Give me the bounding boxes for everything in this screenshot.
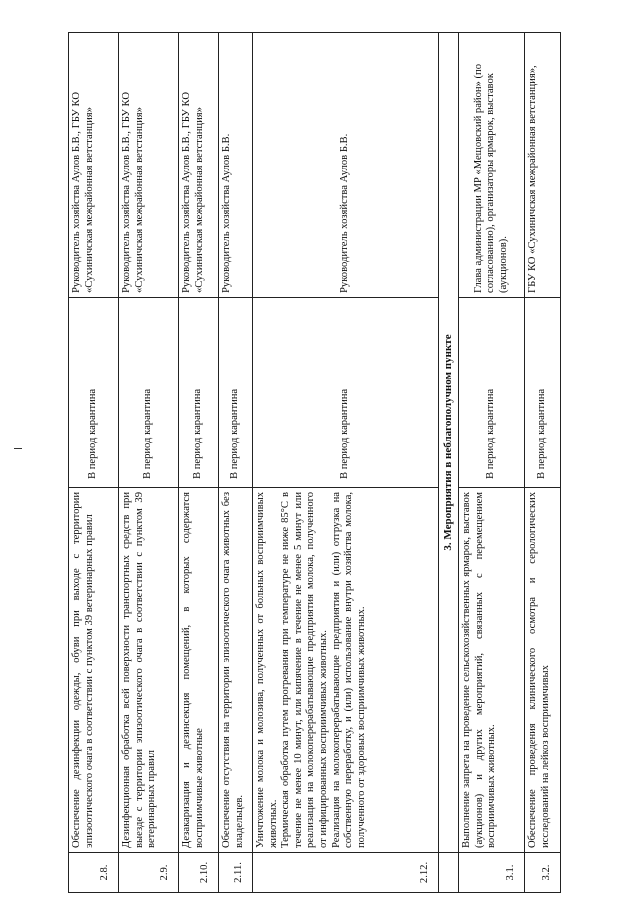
- measure-paragraph-1: Уничтожение молока и молозива, полученных от больных восприимчивых животных.: [255, 492, 279, 848]
- responsible-text: Руководитель хозяйства Аулов Б.В.: [253, 33, 439, 298]
- term-text: В период карантина: [253, 298, 439, 488]
- responsible-text: Глава администрации МР «Мещовский район» (по согласованию), организаторы ярмарок, выставок (аукционов).: [459, 33, 525, 298]
- table-row: [253, 33, 439, 893]
- table-row: [459, 33, 525, 893]
- term-text: В период карантина: [525, 298, 561, 488]
- measure-text: Дезакаризация и дезинсекция помещений, в которых содержатся восприимчивые животные: [179, 488, 219, 853]
- section-row: [439, 33, 459, 893]
- responsible-text: Руководитель хозяйства Аулов Б.В.: [219, 33, 253, 298]
- measure-text: Дезинфекционная обработка всей поверхности транспортных средств при выезде с территории эпизоотического очага в соответствии с пунктом 39 ветеринарных правил: [119, 488, 179, 853]
- measure-paragraph-2: Термическая обработка путем прогревания при температуре не ниже 85°С в течение не менее 10 минут, или кипячение в течение не менее 5 минут или реализация на молокоперерабатывающие предприятия молока, полученного от инфицированных восприимчивых животных.: [280, 492, 329, 848]
- measure-text: Выполнение запрета на проведение сельскохозяйственных ярмарок, выставок (аукционов) и других мероприятий, связанных с перемещением восприимчивых животных.: [459, 488, 525, 853]
- table-row: [69, 33, 119, 893]
- term-text: В период карантина: [219, 298, 253, 488]
- term-text: В период карантина: [459, 298, 525, 488]
- row-number: 2.12.: [253, 853, 439, 893]
- measure-text: Обеспечение дезинфекции одежды, обуви при выходе с территории эпизоотического очага в соответствии с пунктом 39 ветеринарных правил: [69, 488, 119, 853]
- row-number: 2.9.: [119, 853, 179, 893]
- table-row: [119, 33, 179, 893]
- responsible-text: ГБУ КО «Сухиничская межрайонная ветстанция»,: [525, 33, 561, 298]
- row-number: 2.11.: [219, 853, 253, 893]
- term-text: В период карантина: [179, 298, 219, 488]
- row-number: 2.8.: [69, 853, 119, 893]
- measure-paragraph-3: Реализация на молокоперерабатывающие предприятия и (или) отгрузка на собственную переработку, и (или) использование внутри хозяйства молока, полученного от здоровых восприимчивых животных.: [330, 492, 367, 848]
- measures-table: [68, 32, 561, 893]
- measure-text: [253, 488, 439, 853]
- margin-mark: [14, 448, 22, 449]
- table-row: [525, 33, 561, 893]
- responsible-text: Руководитель хозяйства Аулов Б.В., ГБУ КО «Сухиничская межрайонная ветстанция»: [119, 33, 179, 298]
- row-number: 2.10.: [179, 853, 219, 893]
- table-row: [179, 33, 219, 893]
- section-title: 3. Мероприятия в неблагополучном пункте: [439, 33, 459, 853]
- section-number-cell: [439, 853, 459, 893]
- rotated-page: [68, 33, 582, 893]
- row-number: 3.2.: [525, 853, 561, 893]
- responsible-text: Руководитель хозяйства Аулов Б.В., ГБУ КО «Сухиничская межрайонная ветстанция»: [69, 33, 119, 298]
- row-number: 3.1.: [459, 853, 525, 893]
- responsible-text: Руководитель хозяйства Аулов Б.В., ГБУ КО «Сухиничская межрайонная ветстанция»: [179, 33, 219, 298]
- term-text: В период карантина: [69, 298, 119, 488]
- term-text: В период карантина: [119, 298, 179, 488]
- measure-text: Обеспечение проведения клинического осмотра и серологических исследований на лейкоз восприимчивых: [525, 488, 561, 853]
- measure-text: Обеспечение отсутствия на территории эпизоотического очага животных без владельцев.: [219, 488, 253, 853]
- table-row: [219, 33, 253, 893]
